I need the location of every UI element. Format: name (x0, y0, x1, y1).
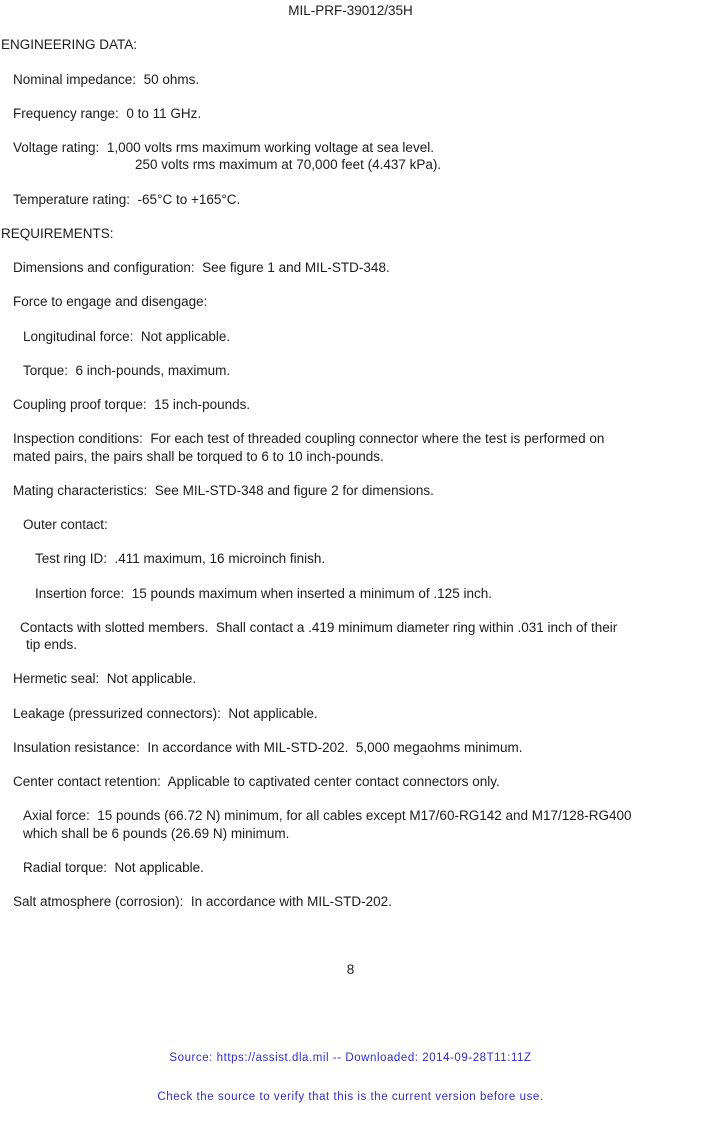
paragraph (0, 293, 701, 310)
text-line: REQUIREMENTS: (1, 225, 114, 241)
text-line: 250 volts rms maximum at 70,000 feet (4.437 kPa). (135, 157, 442, 173)
page-title: MIL-PRF-39012/35H (288, 3, 413, 18)
text-line: Nominal impedance: 50 ohms. (13, 71, 200, 87)
text-line: Torque: 6 inch-pounds, maximum. (23, 362, 231, 378)
paragraph (0, 396, 701, 413)
paragraph (0, 139, 701, 174)
text-line: Force to engage and disengage: (13, 294, 208, 310)
page-number: 8 (346, 962, 355, 977)
text-line: Inspection conditions: For each test of threaded coupling connector where the test is performed on (13, 431, 605, 447)
paragraph (0, 105, 701, 122)
text-line: Outer contact: (23, 517, 108, 532)
paragraph (0, 670, 701, 687)
paragraph (0, 585, 701, 602)
text-line: Insulation resistance: In accordance with MIL-STD-202. 5,000 megaohms minimum. (13, 739, 523, 755)
text-line: Hermetic seal: Not applicable. (13, 671, 197, 687)
text-line: Leakage (pressurized connectors): Not applicable. (13, 705, 318, 721)
text-line: Temperature rating: -65°C to +165°C. (13, 191, 241, 207)
paragraph (0, 225, 701, 242)
text-line: which shall be 6 pounds (26.69 N) minimum. (23, 825, 290, 841)
source-stamp-line1: Source: https://assist.dla.mil -- Downloaded: 2014-09-28T11:11Z (169, 1052, 532, 1064)
text-line: mated pairs, the pairs shall be torqued to 6 to 10 inch-pounds. (13, 448, 384, 464)
text-line: Salt atmosphere (corrosion): In accordance with MIL-STD-202. (13, 894, 392, 909)
text-line: Axial force: 15 pounds (66.72 N) minimum, for all cables except M17/60-RG142 and M17/128-RG400 (23, 808, 632, 824)
paragraph (0, 619, 701, 654)
paragraph (0, 773, 701, 790)
text-line: Longitudinal force: Not applicable. (23, 328, 231, 344)
paragraph (0, 859, 701, 876)
source-stamp-line2: Check the source to verify that this is the current version before use. (157, 1091, 544, 1103)
text-line: Insertion force: 15 pounds maximum when inserted a minimum of .125 inch. (35, 585, 492, 601)
text-line: Center contact retention: Applicable to captivated center contact connectors only. (13, 774, 500, 789)
text-line: Contacts with slotted members. Shall contact a .419 minimum diameter ring within .031 inch of their (20, 619, 618, 635)
text-line: Test ring ID: .411 maximum, 16 microinch finish. (35, 551, 326, 567)
paragraph (0, 430, 701, 465)
paragraph (0, 482, 701, 499)
text-line: Mating characteristics: See MIL-STD-348 and figure 2 for dimensions. (13, 482, 434, 498)
paragraph (0, 362, 701, 379)
text-line: Voltage rating: 1,000 volts rms maximum working voltage at sea level. (13, 140, 434, 155)
paragraph (0, 893, 701, 910)
paragraph (0, 191, 701, 208)
text-line: Radial torque: Not applicable. (23, 859, 204, 875)
paragraph (0, 516, 701, 533)
paragraph (0, 739, 701, 756)
text-line: Coupling proof torque: 15 inch-pounds. (13, 397, 251, 412)
paragraph (0, 71, 701, 88)
text-line: Frequency range: 0 to 11 GHz. (13, 105, 202, 121)
paragraph (0, 36, 701, 53)
text-line: ENGINEERING DATA: (1, 37, 138, 53)
paragraph (0, 259, 701, 276)
paragraph (0, 807, 701, 842)
paragraph (0, 550, 701, 567)
paragraph (0, 328, 701, 345)
source-stamp (0, 1026, 701, 1130)
paragraph (0, 705, 701, 722)
text-line: tip ends. (26, 637, 78, 652)
text-line: Dimensions and configuration: See figure 1 and MIL-STD-348. (13, 260, 390, 275)
